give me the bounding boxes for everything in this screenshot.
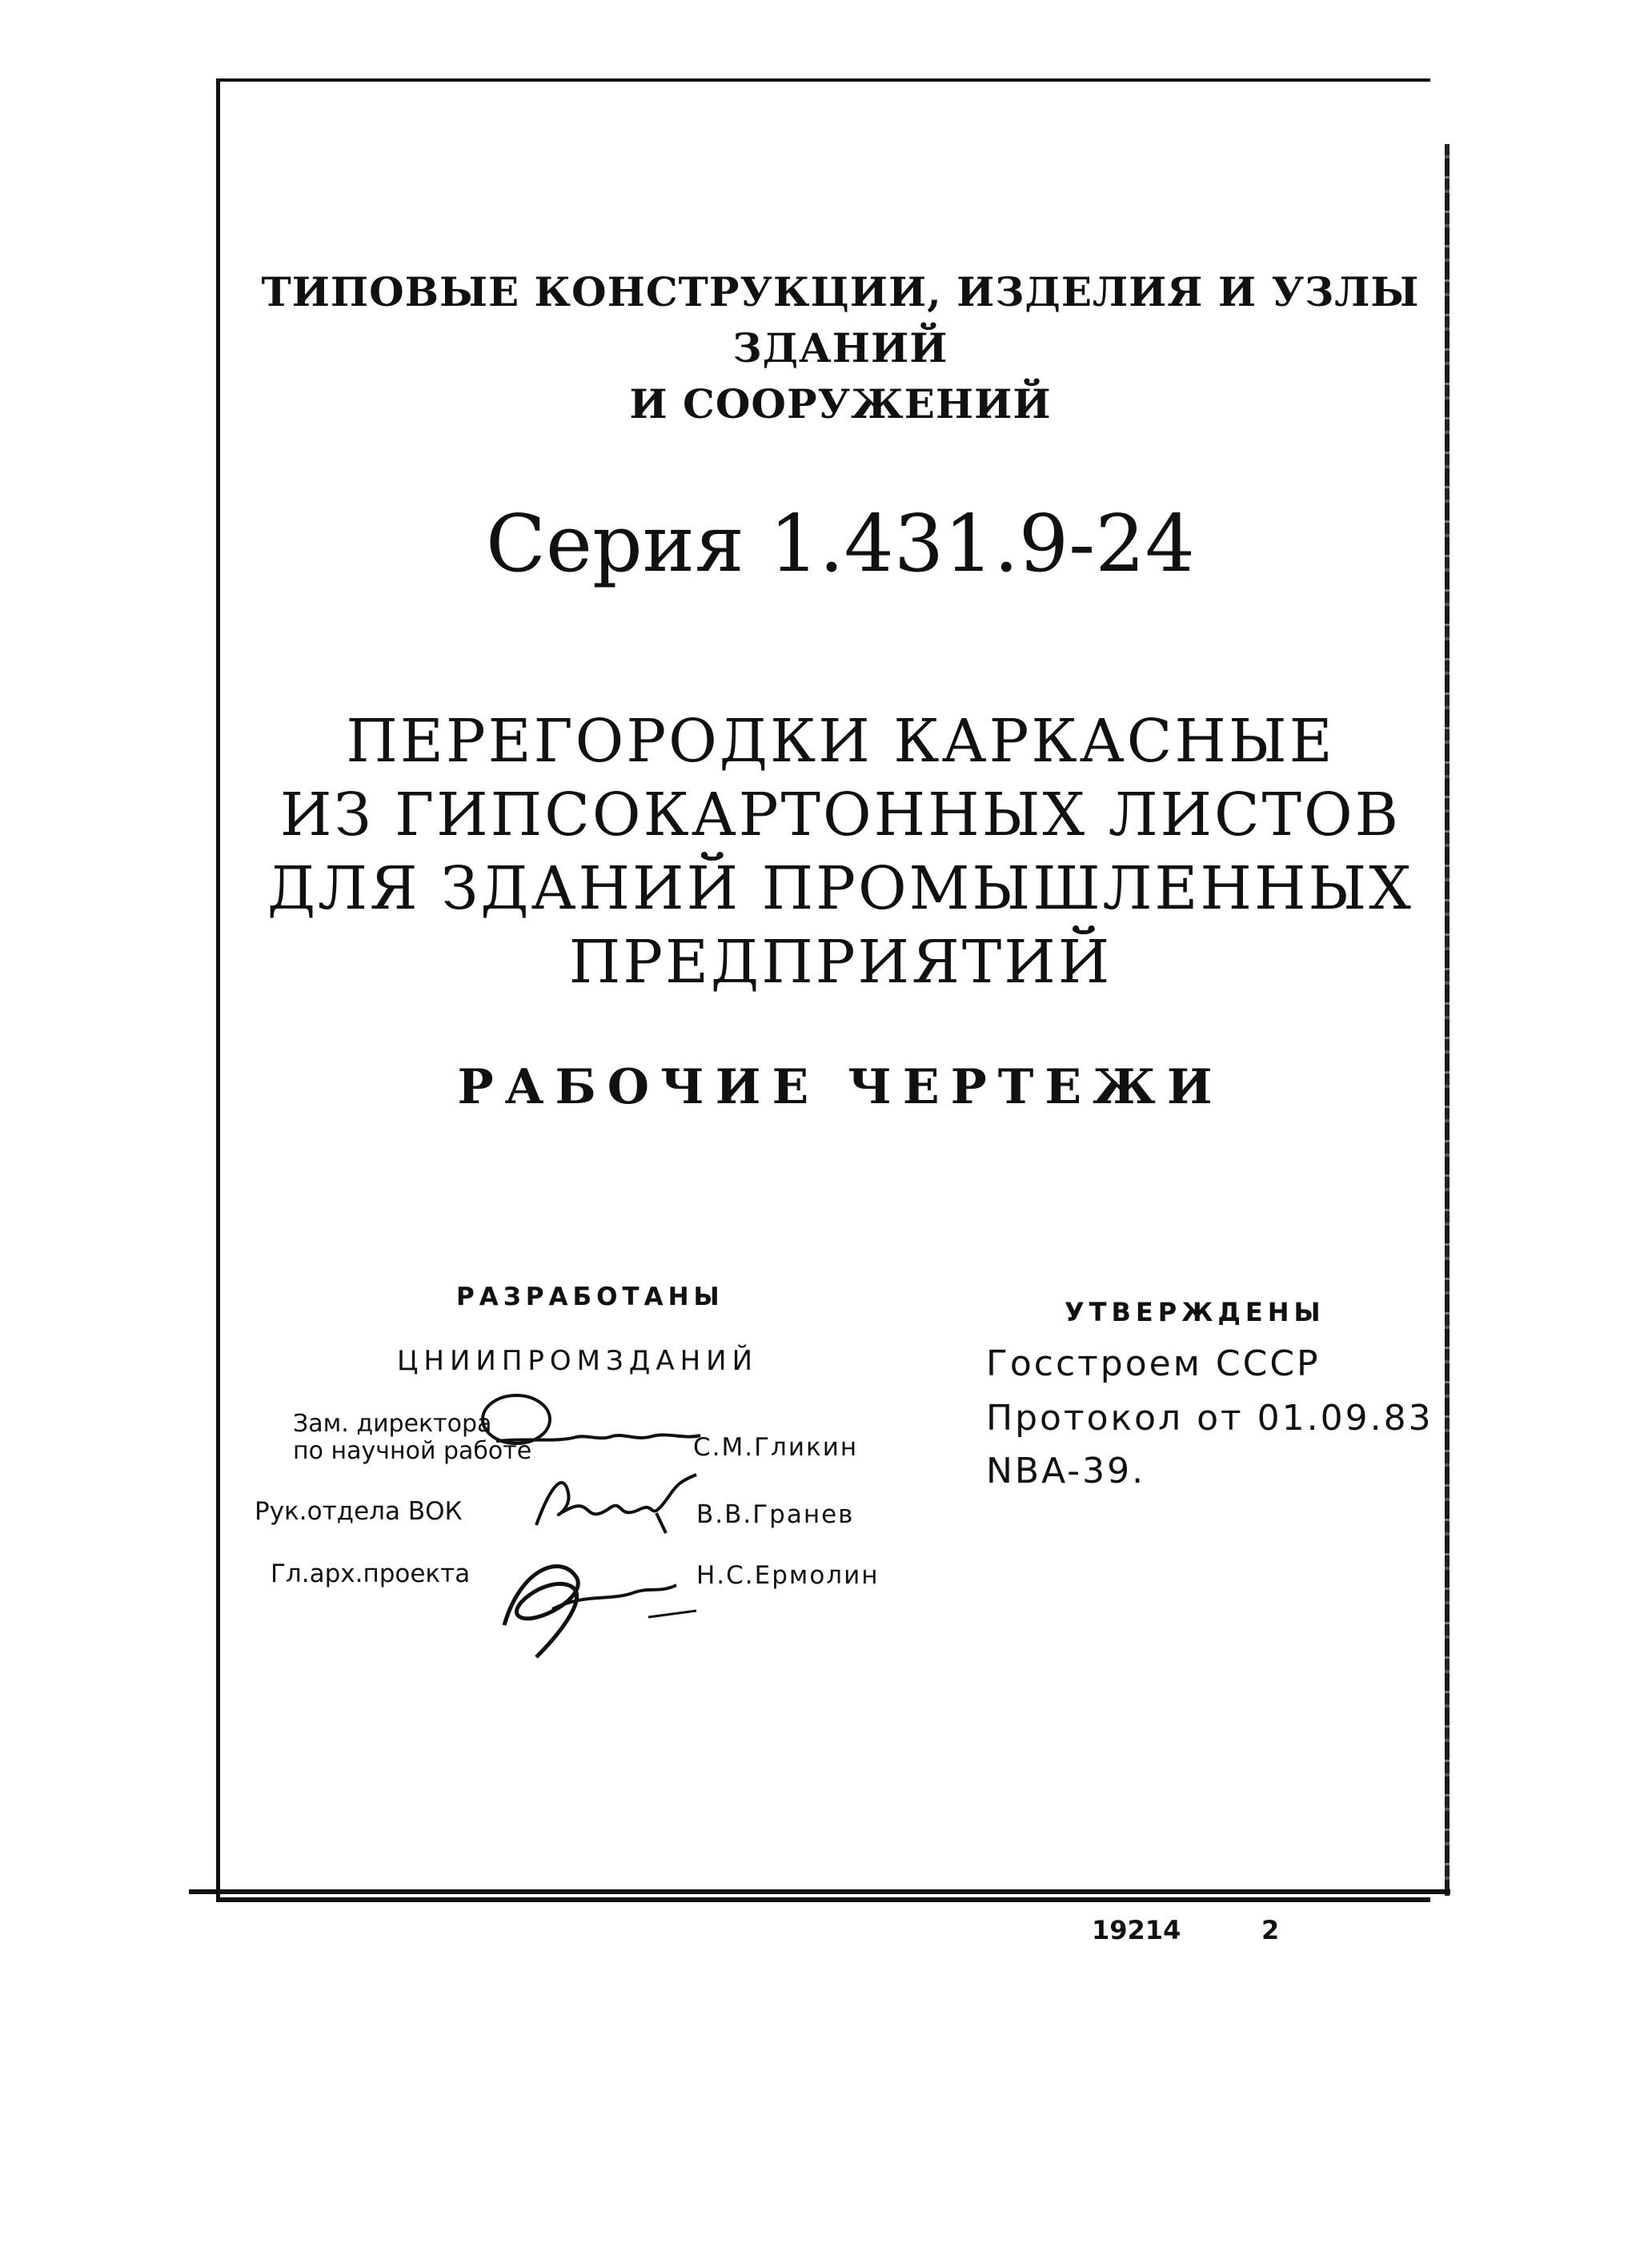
- signatory-name-granev: В.В.Гранев: [696, 1500, 855, 1529]
- role-line-2: по научной работе: [293, 1437, 532, 1465]
- signatory-name-glikin: С.М.Гликин: [693, 1433, 859, 1462]
- title-line-1: ПЕРЕГОРОДКИ КАРКАСНЫЕ: [346, 707, 1335, 776]
- document-title: [240, 704, 1441, 999]
- document-subtitle: РАБОЧИЕ ЧЕРТЕЖИ: [457, 1059, 1224, 1115]
- footer-page-number: 2: [1261, 1915, 1280, 1945]
- header-line-2: И СООРУЖЕНИЙ: [629, 380, 1052, 428]
- series-header: [240, 264, 1441, 432]
- title-line-2: ИЗ ГИПСОКАРТОННЫХ ЛИСТОВ: [279, 781, 1401, 849]
- right-border-line: [1445, 144, 1450, 1896]
- footer-document-number: 19214: [1092, 1915, 1181, 1945]
- signature-ermolin-icon: [488, 1537, 704, 1665]
- series-number: Серия 1.431.9-24: [486, 499, 1195, 590]
- signature-glikin-icon: [480, 1391, 704, 1463]
- approved-protocol-number: NBA-39.: [986, 1451, 1146, 1491]
- title-line-4: ПРЕДПРИЯТИЙ: [568, 928, 1113, 997]
- approved-protocol: Протокол от 01.09.83: [986, 1398, 1433, 1439]
- signatory-name-ermolin: Н.С.Ермолин: [696, 1561, 880, 1590]
- developed-heading: РАЗРАБОТАНЫ: [456, 1283, 724, 1311]
- approved-heading: УТВЕРЖДЕНЫ: [1065, 1297, 1325, 1327]
- signature-granev-icon: [528, 1465, 704, 1537]
- signatory-role-ermolin: Гл.арх.проекта: [271, 1560, 471, 1588]
- header-line-1: ТИПОВЫЕ КОНСТРУКЦИИ, ИЗДЕЛИЯ И УЗЛЫ ЗДАНИЙ: [261, 268, 1420, 371]
- title-line-3: ДЛЯ ЗДАНИЙ ПРОМЫШЛЕННЫХ: [267, 854, 1413, 923]
- approved-authority: Госстроем СССР: [986, 1343, 1321, 1384]
- role-line-1: Зам. директора: [293, 1410, 492, 1438]
- bottom-border-line: [189, 1889, 1450, 1894]
- signatory-role-granev: Рук.отдела ВОК: [255, 1497, 463, 1526]
- developer-organization: ЦНИИПРОМЗДАНИЙ: [397, 1345, 759, 1377]
